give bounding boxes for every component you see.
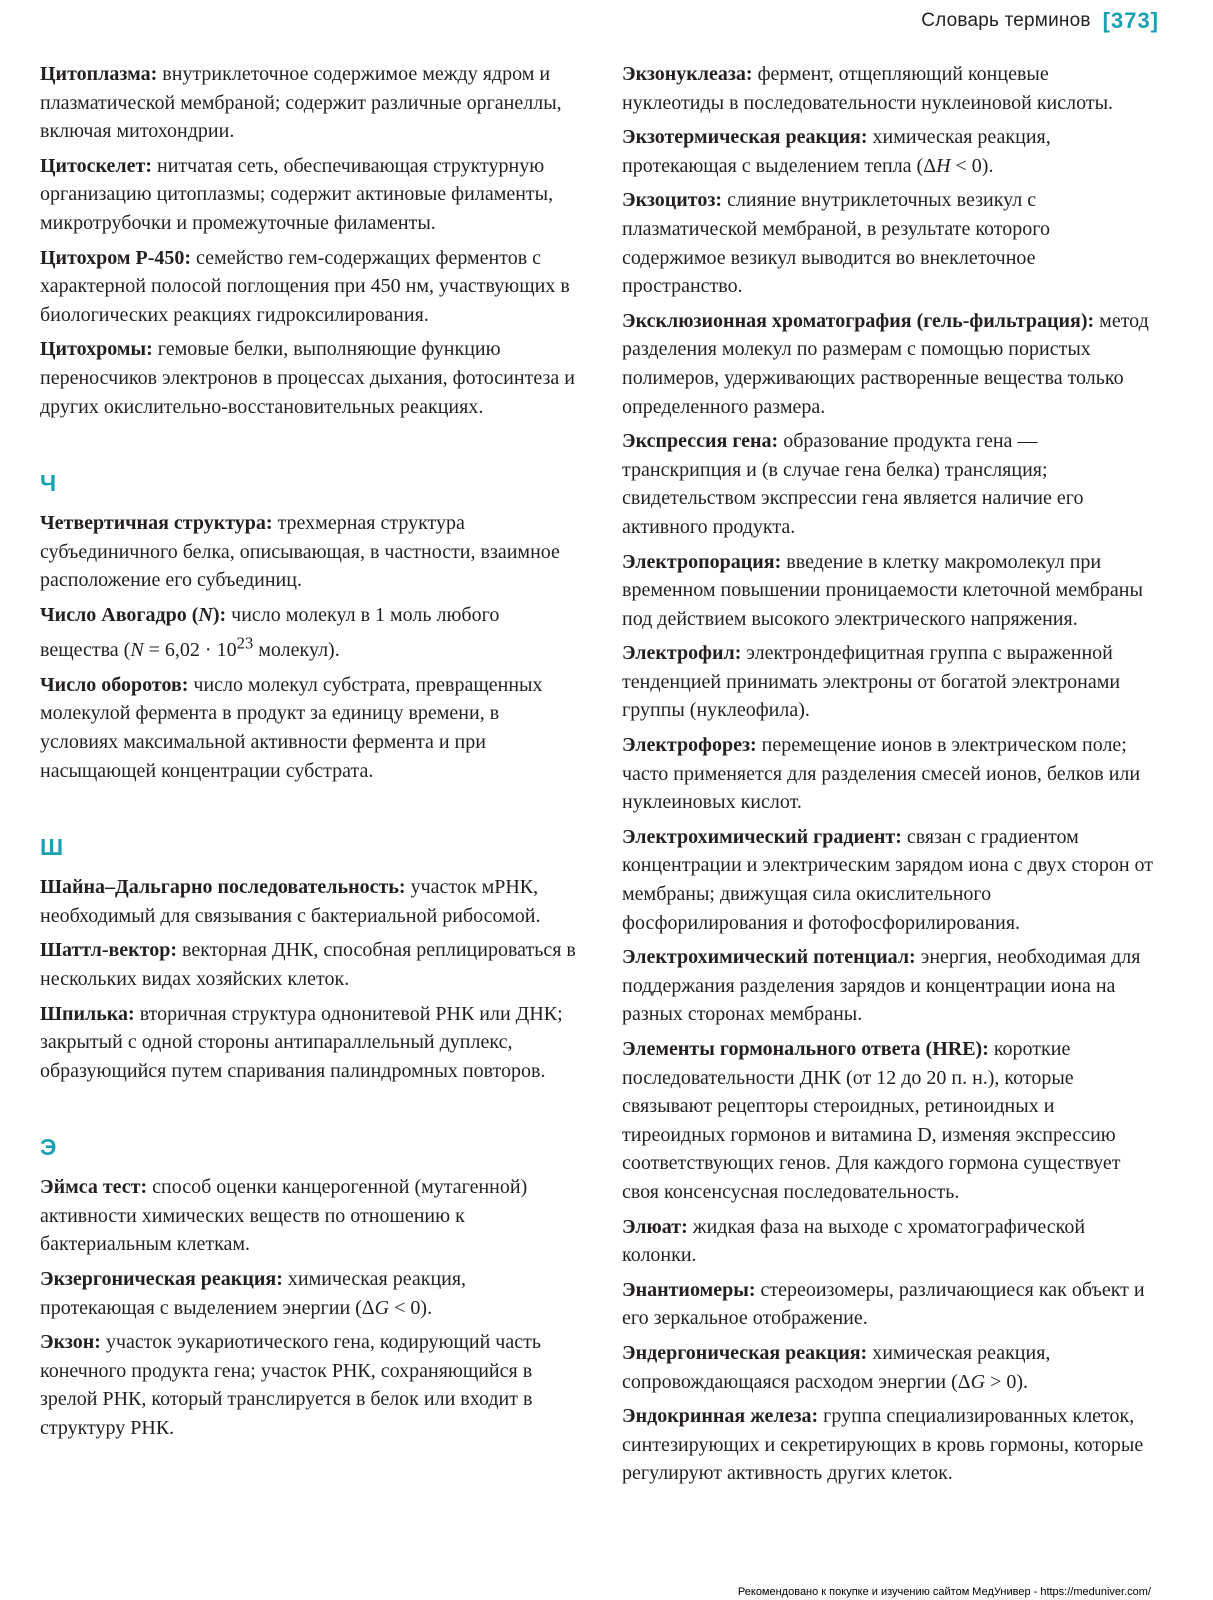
term: Цитохром Р-450:	[40, 246, 192, 269]
glossary-entry	[622, 1035, 1154, 1207]
glossary-entry	[40, 244, 580, 330]
term: Электрохимический градиент:	[622, 825, 902, 848]
definition: перемещение ионов в электрическом поле; часто применяется для разделения смесей ионов, белков или нуклеиновых кислот.	[622, 734, 1141, 814]
page-number: [373]	[1102, 8, 1159, 33]
glossary-entry	[622, 1402, 1154, 1488]
glossary-entry	[622, 186, 1154, 300]
glossary-entry	[622, 823, 1154, 937]
def-part: число молекул в 1 моль любого вещества (	[40, 603, 500, 662]
term-variable: N	[198, 603, 213, 626]
definition: метод разделения молекул по размерам с помощью пористых полимеров, удерживающих растворенные вещества только определенного размера.	[622, 309, 1149, 418]
definition: участок мРНК, необходимый для связывания с бактериальной рибосомой.	[40, 876, 541, 927]
term: Экзергоническая реакция:	[40, 1268, 283, 1291]
glossary-entry	[40, 335, 580, 421]
term: Энантиомеры:	[622, 1278, 756, 1301]
term: Электропорация:	[622, 550, 782, 573]
glossary-entry	[40, 509, 580, 595]
def-part: < 0).	[950, 154, 994, 177]
definition: число молекул субстрата, превращенных молекулой фермента в продукт за единицу времени, в условиях максимальной активности фермента и при насыщающей концентрации субстрата.	[40, 673, 543, 782]
definition: электрондефицитная группа с выраженной тенденцией принимать электроны от богатой электронами группы (нуклеофила).	[622, 642, 1121, 722]
term: Экзоцитоз:	[622, 189, 723, 212]
glossary-entry	[622, 1213, 1154, 1270]
glossary-entry	[40, 1265, 580, 1322]
glossary-entry	[622, 60, 1154, 117]
definition: векторная ДНК, способная реплицироваться в нескольких видах хозяйских клеток.	[40, 939, 576, 990]
def-variable: H	[936, 154, 951, 177]
term: Электрохимический потенциал:	[622, 946, 916, 969]
term: Цитоплазма:	[40, 63, 158, 85]
def-variable: G	[374, 1296, 390, 1319]
term-part: ):	[212, 603, 227, 626]
definition: введение в клетку макромолекул при временном повышении проницаемости клеточной мембраны под действием высокого электрического напряжения.	[622, 550, 1143, 630]
def-part: химическая реакция, протекающая с выделением энергии (Δ	[40, 1268, 467, 1319]
section-letter-e: Э	[40, 1134, 57, 1161]
definition: фермент, отщепляющий концевые нуклеотиды в последовательности нуклеиновой кислоты.	[622, 63, 1114, 114]
definition: связан с градиентом концентрации и электрическим зарядом иона с двух сторон от мембраны; движущая сила окислительного фосфорилирования и фотофосфорилирования.	[622, 825, 1154, 934]
definition: трехмерная структура субъединичного белка, описывающая, в частности, взаимное расположение его субъединиц.	[40, 512, 560, 592]
exponent: 23	[236, 633, 254, 653]
term-part: Число Авогадро (	[40, 603, 199, 626]
glossary-entry	[40, 152, 580, 238]
term: Эндокринная железа:	[622, 1405, 819, 1428]
term: Элюат:	[622, 1215, 688, 1238]
definition: семейство гем-содержащих ферментов с характерной полосой поглощения при 450 нм, участвующих в биологических реакциях гидроксилирования.	[40, 246, 570, 326]
glossary-entry	[622, 427, 1154, 541]
glossary-entry	[40, 936, 580, 993]
def-variable: G	[970, 1370, 986, 1393]
footer-note: Рекомендовано к покупке и изучению сайтом МедУнивер - https://meduniver.com/	[737, 1586, 1151, 1598]
glossary-entry	[40, 601, 580, 665]
glossary-entry	[622, 548, 1154, 634]
definition: внутриклеточное содержимое между ядром и плазматической мембраной; содержит различные органеллы, включая митохондрии.	[40, 63, 562, 143]
definition: нитчатая сеть, обеспечивающая структурную организацию цитоплазмы; содержит актиновые филаменты, микротрубочки и промежуточные филаменты.	[40, 154, 554, 234]
term: Шпилька:	[40, 1002, 135, 1025]
term: Элементы гормонального ответа (HRE):	[622, 1038, 989, 1060]
term: Эндергоническая реакция:	[622, 1341, 868, 1364]
definition: гемовые белки, выполняющие функцию переносчиков электронов в процессах дыхания, фотосинтеза и других окислительно-восстановительных реакциях.	[40, 338, 575, 418]
glossary-entry	[622, 307, 1154, 421]
section-letter-sh: Ш	[40, 834, 64, 861]
right-column	[622, 60, 1154, 1494]
term: Экзон:	[40, 1331, 101, 1354]
definition: участок эукариотического гена, кодирующий часть конечного продукта гена; участок РНК, сохраняющийся в зрелой РНК, который транслируется в белок или входит в структуру РНК.	[40, 1331, 541, 1440]
glossary-entry	[40, 873, 580, 930]
term: Шаттл-вектор:	[40, 939, 178, 962]
definition: короткие последовательности ДНК (от 12 до 20 п. н.), которые связывают рецепторы стероидных, ретиноидных и тиреоидных гормонов и витамина D, изменяя экспрессию соответствующих генов. Для каждого гормона существует своя консенсусная последовательность.	[622, 1038, 1121, 1203]
definition: способ оценки канцерогенной (мутагенной) активности химических веществ по отношению к бактериальным клеткам.	[40, 1176, 528, 1256]
glossary-entry	[622, 123, 1154, 180]
term: Электрофорез:	[622, 734, 757, 757]
term: Электрофил:	[622, 642, 742, 665]
term: Экзонуклеаза:	[622, 63, 753, 85]
term	[40, 604, 226, 626]
glossary-entry	[622, 1339, 1154, 1396]
section-letter-ch: Ч	[40, 470, 57, 497]
def-part: > 0).	[985, 1370, 1029, 1393]
glossary-entry	[622, 639, 1154, 725]
left-column	[40, 60, 580, 1449]
def-part: химическая реакция, сопровождающаяся расходом энергии (Δ	[622, 1341, 1051, 1393]
glossary-entry	[622, 943, 1154, 1029]
definition: вторичная структура однонитевой РНК или ДНК; закрытый с одной стороны антипараллельный дуплекс, образующийся путем спаривания палиндромных повторов.	[40, 1002, 563, 1082]
term: Четвертичная структура:	[40, 512, 273, 535]
glossary-entry	[40, 671, 580, 785]
def-part: < 0).	[389, 1296, 433, 1319]
definition: стереоизомеры, различающиеся как объект и его зеркальное отображение.	[622, 1278, 1145, 1330]
glossary-entry	[40, 1173, 580, 1259]
definition: энергия, необходимая для поддержания разделения зарядов и концентрации иона на разных сторонах мембраны.	[622, 946, 1141, 1026]
glossary-entry	[40, 60, 580, 146]
definition: слияние внутриклеточных везикул с плазматической мембраной, в результате которого содержимое везикул выводится во внеклеточное пространство.	[622, 189, 1050, 298]
glossary-entry	[40, 1328, 580, 1442]
running-head: Словарь терминов	[921, 10, 1091, 31]
term: Экзотермическая реакция:	[622, 126, 868, 149]
term: Цитохромы:	[40, 338, 153, 361]
definition: группа специализированных клеток, синтезирующих и секретирующих в кровь гормоны, которые регулируют активность других клеток.	[622, 1405, 1144, 1485]
glossary-entry	[622, 731, 1154, 817]
glossary-entry	[40, 1000, 580, 1086]
def-part: = 6,02 · 10	[143, 639, 237, 662]
term: Эймса тест:	[40, 1176, 148, 1199]
def-part: молекул).	[253, 639, 340, 662]
glossary-entry	[622, 1276, 1154, 1333]
def-part: химическая реакция, протекающая с выделением тепла (Δ	[622, 126, 1051, 177]
term: Эксклюзионная хроматография (гель-фильтрация):	[622, 309, 1095, 332]
term: Число оборотов:	[40, 673, 189, 696]
term: Цитоскелет:	[40, 154, 153, 177]
term: Экспрессия гена:	[622, 430, 779, 453]
def-variable: N	[130, 639, 144, 662]
term: Шайна–Дальгарно последовательность:	[40, 876, 406, 899]
definition: образование продукта гена — транскрипция и (в случае гена белка) трансляция; свидетельством экспрессии гена является наличие его активного продукта.	[622, 430, 1084, 538]
page-header	[921, 4, 1159, 38]
definition: жидкая фаза на выходе с хроматографической колонки.	[622, 1215, 1086, 1267]
